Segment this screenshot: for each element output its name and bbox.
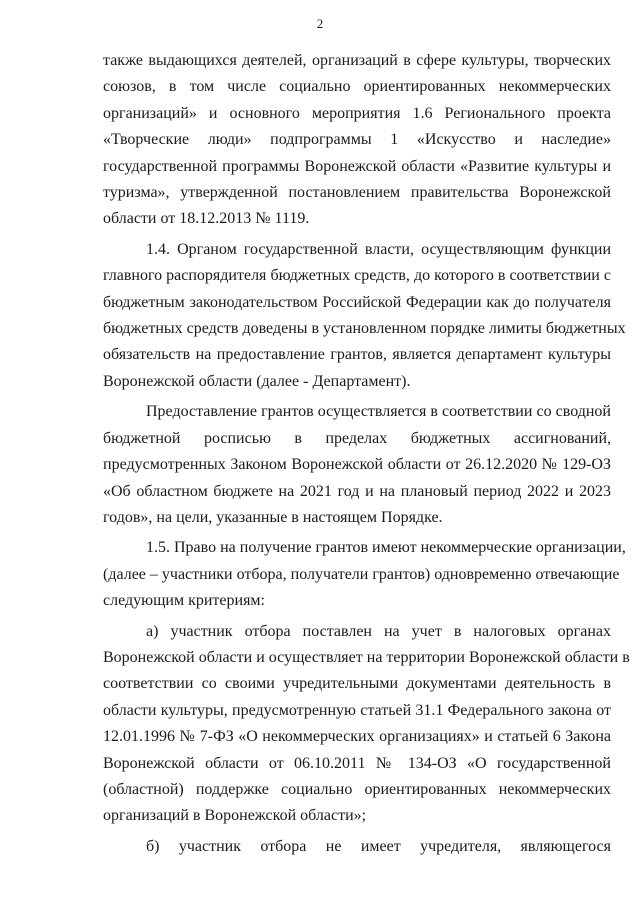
text-line: «Творческие люди» подпрограммы 1 «Искусство и наследие» [103, 131, 611, 149]
text-line: 12.01.1996 № 7-ФЗ «О некоммерческих организациях» и статьей 6 Закона [103, 728, 611, 746]
text-line: организаций» и основного мероприятия 1.6 Регионального проекта [103, 104, 611, 122]
text-line: следующим критериям: [103, 592, 265, 610]
paragraph-p1-4 [103, 237, 626, 395]
paragraph-p-a [103, 619, 630, 830]
paragraph-p1-5 [103, 535, 626, 614]
text-line: главного распорядителя бюджетных средств, до которого в соответствии с [103, 267, 611, 285]
text-line: годов», на цели, указанные в настоящем Порядке. [103, 508, 443, 526]
text-line: 1.4. Органом государственной власти, осуществляющим функции [146, 240, 611, 258]
text-line: государственной программы Воронежской области «Развитие культуры и [103, 157, 611, 175]
text-line: Воронежской области от 06.10.2011 № 134-ОЗ «О государственной [103, 754, 611, 772]
text-line: б) участник отбора не имеет учредителя, являющегося [146, 837, 611, 855]
text-line: также выдающихся деятелей, организаций в сфере культуры, творческих [103, 52, 611, 69]
page-number: 2 [316, 16, 324, 31]
paragraph-p-grants [103, 399, 611, 531]
text-line: Воронежской области (далее - Департамент). [103, 372, 411, 390]
paragraph-p-b [103, 834, 611, 860]
text-line: соответствии со своими учредительными документами деятельность в [103, 675, 611, 693]
text-line: организаций в Воронежской области»; [103, 807, 367, 825]
text-line: предусмотренных Законом Воронежской области от 26.12.2020 № 129-ОЗ [103, 456, 611, 474]
text-line: области от 18.12.2013 № 1119. [103, 210, 310, 228]
text-line: (областной) поддержке социально ориентированных некоммерческих [103, 780, 611, 798]
text-line: бюджетных средств доведены в установленном порядке лимиты бюджетных [103, 320, 626, 338]
paragraph-cont [103, 48, 611, 233]
text-line: обязательств на предоставление грантов, является департамент культуры [103, 346, 611, 364]
text-line: 1.5. Право на получение грантов имеют некоммерческие организации, [146, 539, 626, 557]
text-line: туризма», утвержденной постановлением правительства Воронежской [103, 184, 611, 202]
text-line: Предоставление грантов осуществляется в соответствии со сводной [146, 403, 611, 421]
text-line: бюджетным законодательством Российской Федерации как до получателя [103, 293, 611, 311]
text-line: Воронежской области и осуществляет на территории Воронежской области в [103, 648, 630, 666]
text-line: (далее – участники отбора, получатели грантов) одновременно отвечающие [103, 565, 620, 583]
text-line: «Об областном бюджете на 2021 год и на плановый период 2022 и 2023 [103, 482, 611, 500]
text-line: союзов, в том числе социально ориентированных некоммерческих [103, 78, 611, 96]
document-body [103, 48, 630, 864]
text-line: области культуры, предусмотренную статьей 31.1 Федерального закона от [103, 701, 611, 719]
text-line: бюджетной росписью в пределах бюджетных ассигнований, [103, 429, 611, 447]
text-line: а) участник отбора поставлен на учет в налоговых органах [146, 622, 611, 640]
